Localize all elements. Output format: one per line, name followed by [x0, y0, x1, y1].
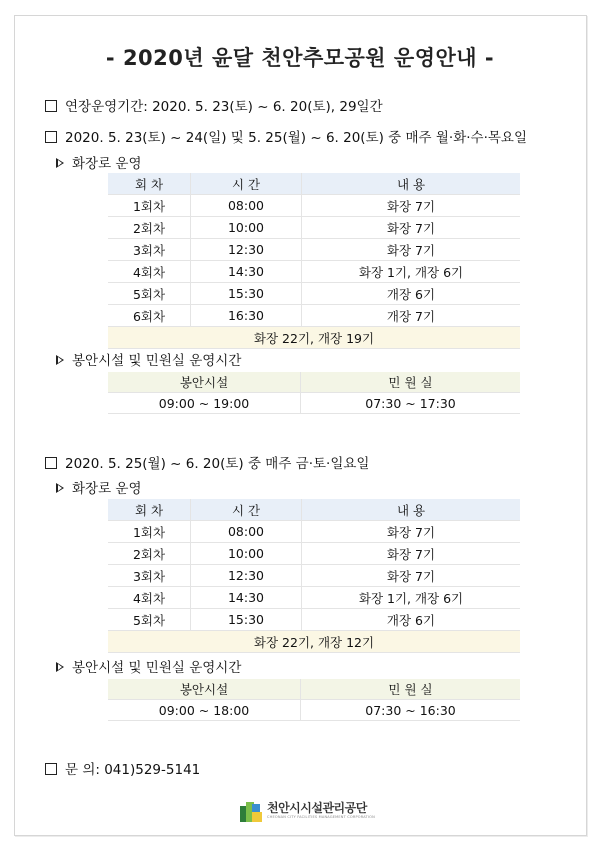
table-row: [108, 305, 520, 327]
cell-round: 5회차: [108, 283, 191, 305]
section2-crematorium-label-text: 화장로 운영: [72, 481, 142, 497]
civil-office-hours: 07:30 ~ 16:30: [301, 700, 521, 721]
cell-content: 개장 6기: [302, 283, 521, 305]
organization-logo: [240, 799, 375, 823]
cell-time: 12:30: [191, 239, 302, 261]
cell-time: 14:30: [191, 261, 302, 283]
section1-facility-label-text: 봉안시설 및 민원실 운영시간: [72, 353, 242, 369]
header-enshrinement: 봉안시설: [108, 372, 301, 393]
section1-crematorium-label: [56, 152, 142, 172]
header-round: 회 차: [108, 499, 191, 521]
cell-time: 15:30: [191, 609, 302, 631]
cell-total: 화장 22기, 개장 19기: [108, 327, 520, 349]
cell-time: 14:30: [191, 587, 302, 609]
cell-time: 16:30: [191, 305, 302, 327]
triangle-bullet-icon: [56, 662, 64, 672]
table-total-row: [108, 631, 520, 653]
section1-facility-table: [108, 372, 520, 414]
header-content: 내 용: [302, 499, 521, 521]
section2-facility-label-text: 봉안시설 및 민원실 운영시간: [72, 660, 242, 676]
section2-facility-table: [108, 679, 520, 721]
cell-time: 10:00: [191, 543, 302, 565]
checkbox-bullet-icon: [45, 457, 57, 469]
table-row: [108, 261, 520, 283]
checkbox-bullet-icon: [45, 763, 57, 775]
operation-period-text: 연장운영기간: 2020. 5. 23(토) ~ 6. 20(토), 29일간: [65, 99, 383, 115]
cell-content: 화장 7기: [302, 521, 521, 543]
cell-round: 3회차: [108, 239, 191, 261]
triangle-bullet-icon: [56, 355, 64, 365]
cell-content: 개장 7기: [302, 305, 521, 327]
operation-period: [45, 95, 383, 115]
cell-total: 화장 22기, 개장 12기: [108, 631, 520, 653]
table-row: [108, 543, 520, 565]
contact-text: 문 의: 041)529-5141: [65, 762, 201, 778]
civil-office-hours: 07:30 ~ 17:30: [301, 393, 521, 414]
section2-heading: [45, 452, 369, 472]
logo-name-korean: 천안시시설관리공단: [267, 801, 367, 815]
cell-round: 4회차: [108, 587, 191, 609]
cell-content: 화장 7기: [302, 195, 521, 217]
facility-hours-row: [108, 700, 520, 721]
header-time: 시 간: [191, 499, 302, 521]
cell-round: 2회차: [108, 217, 191, 239]
cell-round: 1회차: [108, 195, 191, 217]
table-row: [108, 195, 520, 217]
cell-time: 10:00: [191, 217, 302, 239]
cell-time: 12:30: [191, 565, 302, 587]
section2-crematorium-label: [56, 477, 142, 497]
page-title: - 2020년 윤달 천안추모공원 운영안내 -: [105, 46, 495, 70]
triangle-bullet-icon: [56, 483, 64, 493]
table-header-row: [108, 499, 520, 521]
enshrinement-hours: 09:00 ~ 18:00: [108, 700, 301, 721]
logo-mark-icon: [240, 800, 262, 822]
table-total-row: [108, 327, 520, 349]
table-row: [108, 609, 520, 631]
facility-header-row: [108, 372, 520, 393]
cell-time: 08:00: [191, 195, 302, 217]
logo-name-english: CHEONAN CITY FACILITIES MANAGEMENT CORPORATION: [267, 815, 375, 819]
header-round: 회 차: [108, 173, 191, 195]
cell-time: 08:00: [191, 521, 302, 543]
cell-content: 화장 7기: [302, 239, 521, 261]
enshrinement-hours: 09:00 ~ 19:00: [108, 393, 301, 414]
table-row: [108, 565, 520, 587]
cell-round: 5회차: [108, 609, 191, 631]
section2-heading-text: 2020. 5. 25(월) ~ 6. 20(토) 중 매주 금·토·일요일: [65, 456, 370, 472]
section2-facility-label: [56, 656, 241, 676]
facility-header-row: [108, 679, 520, 700]
cell-round: 3회차: [108, 565, 191, 587]
cell-round: 4회차: [108, 261, 191, 283]
cell-content: 화장 7기: [302, 565, 521, 587]
section1-heading-text: 2020. 5. 23(토) ~ 24(일) 및 5. 25(월) ~ 6. 20(토) 중 매주 월·화·수·목요일: [65, 130, 527, 146]
header-time: 시 간: [191, 173, 302, 195]
table-row: [108, 283, 520, 305]
cell-round: 2회차: [108, 543, 191, 565]
table-row: [108, 587, 520, 609]
section1-crematorium-table: [108, 173, 520, 349]
header-civil-office: 민 원 실: [301, 679, 521, 700]
cell-time: 15:30: [191, 283, 302, 305]
triangle-bullet-icon: [56, 158, 64, 168]
header-content: 내 용: [302, 173, 521, 195]
facility-hours-row: [108, 393, 520, 414]
table-row: [108, 521, 520, 543]
header-civil-office: 민 원 실: [301, 372, 521, 393]
cell-content: 화장 7기: [302, 543, 521, 565]
table-row: [108, 239, 520, 261]
table-header-row: [108, 173, 520, 195]
header-enshrinement: 봉안시설: [108, 679, 301, 700]
section1-crematorium-label-text: 화장로 운영: [72, 156, 142, 172]
section2-crematorium-table: [108, 499, 520, 653]
cell-content: 화장 1기, 개장 6기: [302, 261, 521, 283]
checkbox-bullet-icon: [45, 131, 57, 143]
contact-line: [45, 758, 200, 778]
section1-facility-label: [56, 349, 241, 369]
cell-content: 개장 6기: [302, 609, 521, 631]
cell-round: 1회차: [108, 521, 191, 543]
section1-heading: [45, 126, 527, 146]
cell-content: 화장 7기: [302, 217, 521, 239]
checkbox-bullet-icon: [45, 100, 57, 112]
table-row: [108, 217, 520, 239]
cell-round: 6회차: [108, 305, 191, 327]
cell-content: 화장 1기, 개장 6기: [302, 587, 521, 609]
